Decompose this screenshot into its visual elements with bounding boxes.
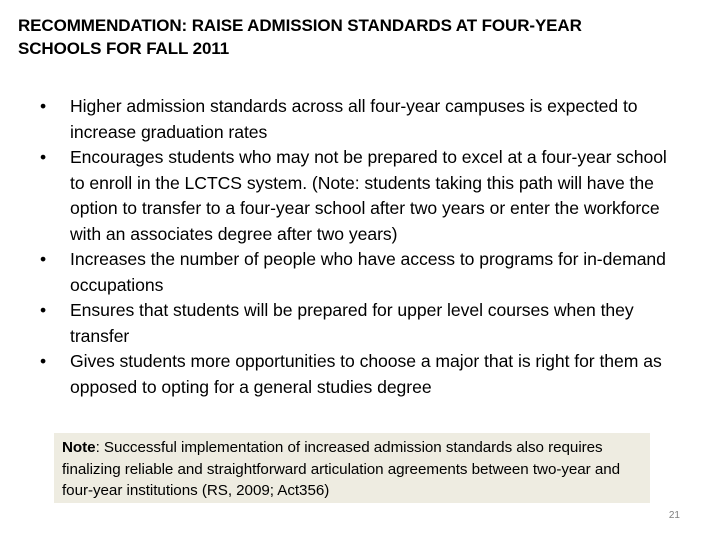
bullet-text: Ensures that students will be prepared for upper level courses when they transfer (70, 300, 634, 346)
bullet-item-graduation-rates (40, 94, 685, 145)
bullet-item-in-demand-occupations (40, 247, 685, 298)
bullet-marker: • (40, 96, 47, 116)
page-number: 21 (668, 510, 680, 521)
bullet-text: Higher admission standards across all four-year campuses is expected to increase graduation rates (70, 96, 638, 142)
bullet-text: Increases the number of people who have access to programs for in-demand occupations (70, 249, 666, 295)
bullet-marker: • (40, 249, 47, 269)
bullet-list (40, 94, 685, 400)
note-box (54, 433, 650, 503)
bullet-text: Gives students more opportunities to choose a major that is right for them as opposed to opting for a general studies degree (70, 351, 662, 397)
note-text: : Successful implementation of increased admission standards also requires finalizing reliable and straightforward articulation agreements between two-year and four-year institutions (RS, 2009; Act356) (62, 439, 621, 499)
bullet-item-lctcs-enrollment (40, 145, 685, 247)
bullet-item-upper-level-courses (40, 298, 685, 349)
bullet-item-choose-major (40, 349, 685, 400)
bullet-marker: • (40, 300, 47, 320)
slide-title: RECOMMENDATION: RAISE ADMISSION STANDARDS AT FOUR-YEAR SCHOOLS FOR FALL 2011 (18, 16, 582, 58)
note-label: Note (62, 439, 96, 456)
bullet-marker: • (40, 147, 47, 167)
bullet-marker: • (40, 351, 47, 371)
bullet-text: Encourages students who may not be prepared to excel at a four-year school to enroll in the LCTCS system. (Note: students taking this path will have the option to transfer to a four-year school after two years or enter the workforce with an associates degree after two years) (70, 147, 667, 244)
